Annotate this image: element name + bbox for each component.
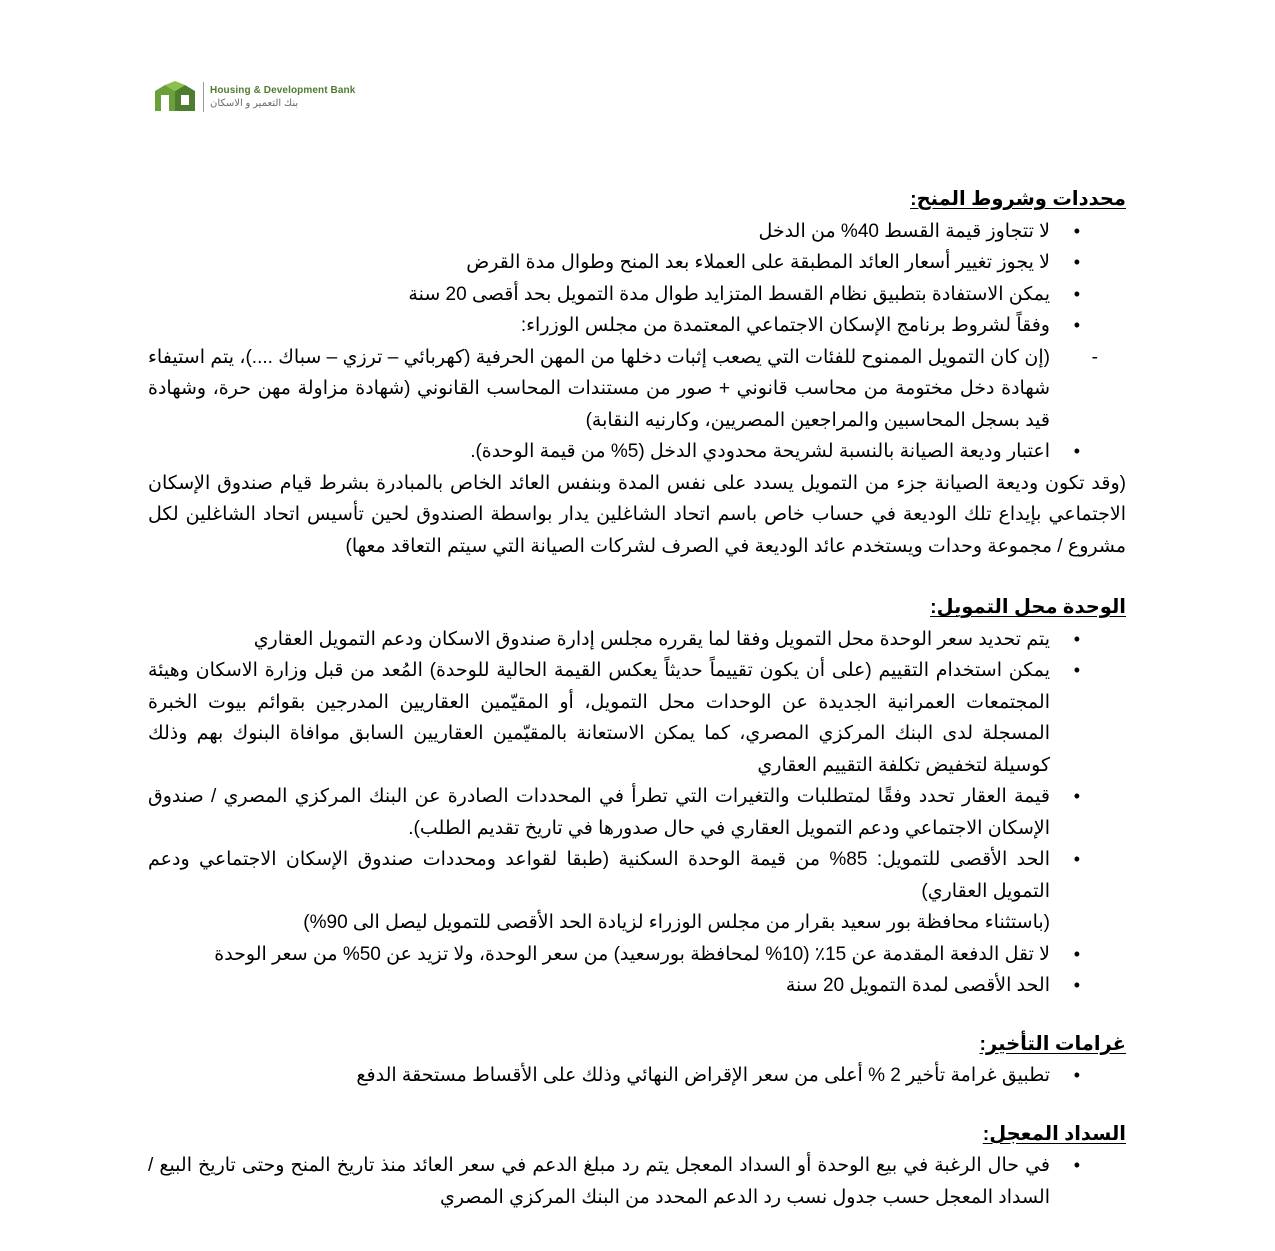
section-late-fees [148, 1029, 1126, 1092]
section-grant-conditions [148, 184, 1126, 562]
logo-names [210, 86, 355, 109]
document-body [148, 184, 1126, 1213]
section-title: غرامات التأخير: [979, 1032, 1126, 1055]
list-item: • الحد الأقصى للتمويل: 85% من قيمة الوحدة السكنية (طبقا لقواعد ومحددات صندوق الإسكان الاجتماعي ودعم التمويل العقاري) [148, 844, 1126, 907]
list-item: • لا تتجاوز قيمة القسط 40% من الدخل [148, 216, 1126, 248]
list-item: • الحد الأقصى لمدة التمويل 20 سنة [148, 970, 1126, 1002]
bullet-list [148, 1150, 1126, 1213]
list-item: • تطبيق غرامة تأخير 2 % أعلى من سعر الإقراض النهائي وذلك على الأقساط مستحقة الدفع [148, 1060, 1126, 1092]
bank-logo [153, 80, 355, 114]
list-item: • يتم تحديد سعر الوحدة محل التمويل وفقا لما يقرره مجلس إدارة صندوق الاسكان ودعم التمويل العقاري [148, 624, 1126, 656]
list-item: • يمكن استخدام التقييم (على أن يكون تقييماً حديثاً يعكس القيمة الحالية للوحدة) المُعد من قبل وزارة الاسكان وهيئة المجتمعات العمرانية الجديدة عن الوحدات محل التمويل، أو المقيّمين العقاريين المدرجين بقوائم بيوت الخبرة المسجلة لدى البنك المركزي المصري، كما يمكن الاستعانة بالمقيّمين العقاريين السابق موافاة البنوك بهم وذلك كوسيلة لتخفيض تكلفة التقييم العقاري [148, 655, 1126, 781]
list-item: • لا تقل الدفعة المقدمة عن 15٪ (10% لمحافظة بورسعيد) من سعر الوحدة، ولا تزيد عن 50% من سعر الوحدة [148, 939, 1126, 971]
section-title: السداد المعجل: [982, 1122, 1126, 1145]
list-item: • وفقاً لشروط برنامج الإسكان الاجتماعي المعتمدة من مجلس الوزراء: [148, 310, 1126, 342]
list-item: • قيمة العقار تحدد وفقًا لمتطلبات والتغيرات التي تطرأ في المحددات الصادرة عن البنك المركزي المصري / صندوق الإسكان الاجتماعي ودعم التمويل العقاري في حال صدورها في تاريخ تقديم الطلب). [148, 781, 1126, 844]
section-title: الوحدة محل التمويل: [930, 596, 1126, 618]
dash-item: - (إن كان التمويل الممنوح للفئات التي يصعب إثبات دخلها من المهن الحرفية (كهربائي – ترزي – سباك ....)، يتم استيفاء شهادة دخل مختومة من محاسب قانوني + صور من مستندات المحاسب القانوني (شهادة مزاولة مهن حرة، وشهادة قيد بسجل المحاسبين والمراجعين المصريين، وكارنيه النقابة) [148, 342, 1126, 437]
hdb-logo-icon [153, 81, 197, 113]
bullet-list [148, 1060, 1126, 1092]
bullet-list [148, 216, 1126, 342]
list-item: • يمكن الاستفادة بتطبيق نظام القسط المتزايد طوال مدة التمويل بحد أقصى 20 سنة [148, 279, 1126, 311]
section-financed-unit [148, 592, 1126, 1002]
section-early-repayment [148, 1119, 1126, 1214]
bullet-list [148, 436, 1126, 468]
bank-name-ar: بنك التعمير و الاسكان [210, 97, 299, 109]
logo-divider [203, 82, 204, 112]
note: (باستثناء محافظة بور سعيد بقرار من مجلس الوزراء لزيادة الحد الأقصى للتمويل ليصل الى 90%) [303, 912, 1050, 933]
paragraph: (وقد تكون وديعة الصيانة جزء من التمويل يسدد على نفس المدة وبنفس العائد الخاص بالمبادرة بشرط قيام صندوق الإسكان الاجتماعي بإيداع تلك الوديعة في حساب خاص باسم اتحاد الشاغلين يدار بواسطة الصندوق لحين تأسيس اتحاد الشاغلين لكل مشروع / مجموعة وحدات ويستخدم عائد الوديعة في الصرف لشركات الصيانة التي سيتم التعاقد معها) [148, 472, 1126, 557]
section-title: محددات وشروط المنح: [910, 188, 1126, 210]
bullet-list [148, 939, 1126, 1002]
list-item: • اعتبار وديعة الصيانة بالنسبة لشريحة محدودي الدخل (5% من قيمة الوحدة). [148, 436, 1126, 468]
list-item: • في حال الرغبة في بيع الوحدة أو السداد المعجل يتم رد مبلغ الدعم في سعر العائد منذ تاريخ المنح وحتى تاريخ البيع / السداد المعجل حسب جدول نسب رد الدعم المحدد من البنك المركزي المصري [148, 1150, 1126, 1213]
bullet-list [148, 624, 1126, 908]
list-item: • لا يجوز تغيير أسعار العائد المطبقة على العملاء بعد المنح وطوال مدة القرض [148, 247, 1126, 279]
bank-name-en: Housing & Development Bank [210, 84, 356, 96]
